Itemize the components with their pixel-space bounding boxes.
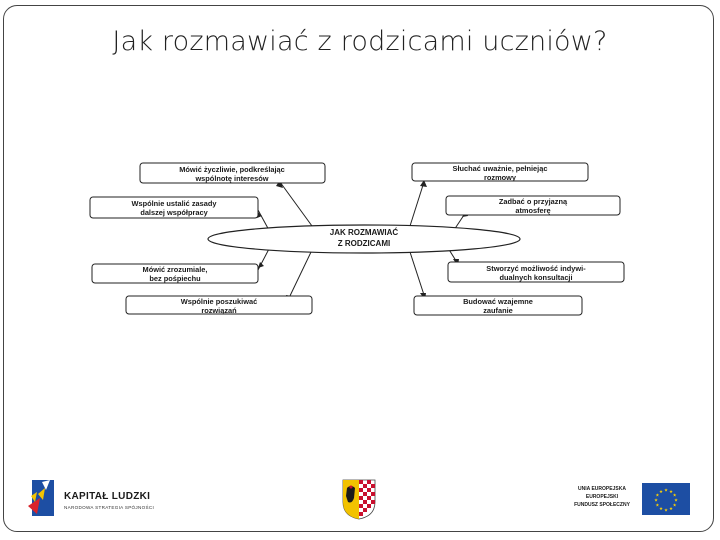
svg-text:★: ★ [655, 503, 660, 509]
right-box-1 [412, 163, 588, 182]
right-box-1-line-1: Słuchać uważnie, pełniejąc [452, 164, 548, 173]
left-box-3-line-1: Mówić zrozumiale, [142, 265, 208, 274]
svg-text:★: ★ [655, 493, 660, 499]
svg-text:★: ★ [663, 488, 669, 494]
left-box-3-line-2: bez pośpiechu [149, 274, 201, 283]
connector-right-1 [410, 182, 424, 226]
eu-text [566, 485, 638, 509]
right-box-4-line-2: zaufanie [483, 306, 513, 315]
kapital-ludzki-subtitle: NARODOWA STRATEGIA SPÓJNOŚCI [64, 505, 155, 510]
svg-text:★: ★ [658, 507, 664, 513]
left-box-1-line-2: wspólnotę interesów [195, 174, 269, 183]
kapital-ludzki-emblem-icon [28, 478, 58, 518]
coat-of-arms-icon [342, 478, 376, 520]
right-box-2 [446, 196, 620, 215]
right-box-3-line-1: Stworzyć możliwość indywi- [486, 264, 586, 273]
left-box-1-line-1: Mówić życzliwie, podkreślając [179, 165, 285, 174]
left-box-1 [140, 163, 325, 183]
connector-left-1 [280, 182, 312, 226]
connector-right-4 [410, 252, 425, 298]
right-box-2-line-1: Zadbać o przyjazną [498, 197, 568, 206]
eu-text-line-1: UNIA EUROPEJSKA [578, 486, 626, 492]
left-box-4-line-2: rozwiązań [201, 306, 237, 315]
svg-text:★: ★ [668, 489, 674, 495]
svg-text:★: ★ [672, 493, 677, 499]
eu-text-line-2: EUROPEJSKI [585, 494, 619, 500]
svg-text:★: ★ [653, 498, 659, 504]
right-box-2-line-2: atmosferę [515, 206, 551, 215]
slide-title: Jak rozmawiać z rodzicami uczniów? [112, 26, 608, 57]
right-box-1-line-2: rozmowy [483, 173, 517, 182]
eu-text-line-3: FUNDUSZ SPOŁECZNY [574, 502, 630, 508]
right-box-3-line-2: dualnych konsultacji [499, 273, 573, 282]
right-box-4 [414, 296, 582, 315]
svg-text:★: ★ [668, 507, 674, 513]
left-box-4 [126, 296, 312, 315]
connector-left-4 [288, 250, 312, 300]
center-label-line-1: JAK ROZMAWIAĆ [329, 228, 399, 237]
kapital-ludzki-logo [28, 478, 188, 520]
svg-text:★: ★ [658, 489, 664, 495]
right-box-3 [448, 262, 624, 282]
kapital-ludzki-name: KAPITAŁ LUDZKI [64, 491, 151, 502]
svg-text:★: ★ [663, 508, 669, 514]
left-box-4-line-1: Wspólnie poszukiwać [180, 297, 258, 306]
right-box-4-line-1: Budować wzajemne [463, 297, 533, 306]
eu-flag-icon [642, 483, 690, 515]
svg-text:★: ★ [673, 498, 679, 504]
left-box-3 [92, 264, 258, 283]
eu-logo-block [566, 482, 694, 518]
left-box-2 [90, 197, 258, 218]
center-label-line-2: Z RODZICAMI [337, 239, 391, 248]
left-box-2-line-1: Wspólnie ustalić zasady [131, 199, 217, 208]
left-box-2-line-2: dalszej współpracy [140, 208, 208, 217]
svg-text:★: ★ [672, 503, 677, 509]
